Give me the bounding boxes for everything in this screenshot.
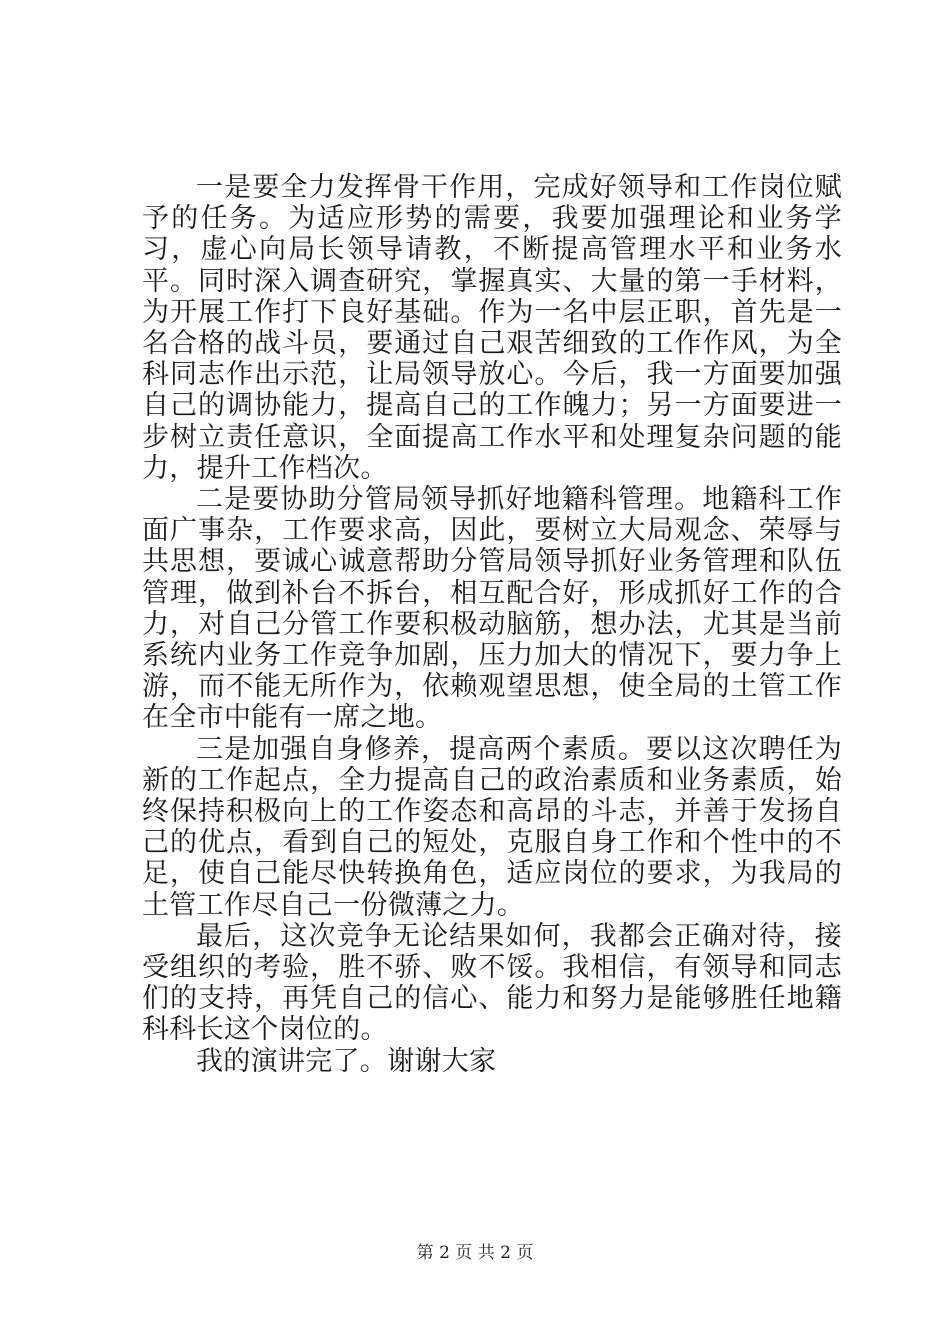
paragraph-duty-3: 三是加强自身修养，提高两个素质。要以这次聘任为新的工作起点，全力提高自己的政治素质和业务素质，始终保持积极向上的工作姿态和高昂的斗志，并善于发扬自己的优点，看到自己的短处，克服自身工作和个性中的不足，使自己能尽快转换角色，适应岗位的要求，为我局的土管工作尽自己一份微薄之力。	[142, 733, 842, 921]
speech-body	[142, 172, 842, 1077]
paragraph-closing: 最后，这次竞争无论结果如何，我都会正确对待，接受组织的考验，胜不骄、败不馁。我相信，有领导和同志们的支持，再凭自己的信心、能力和努力是能够胜任地籍科科长这个岗位的。	[142, 920, 842, 1046]
paragraph-duty-2: 二是要协助分管局领导抓好地籍科管理。地籍科工作面广事杂，工作要求高，因此，要树立大局观念、荣辱与共思想，要诚心诚意帮助分管局领导抓好业务管理和队伍管理，做到补台不拆台，相互配合好，形成抓好工作的合力，对自己分管工作要积极动脑筋，想办法，尤其是当前系统内业务工作竞争加剧，压力加大的情况下，要力争上游，而不能无所作为，依赖观望思想，使全局的土管工作在全市中能有一席之地。	[142, 484, 842, 734]
page-number-label: 第 2 页 共 2 页	[416, 1243, 534, 1263]
paragraph-duty-1: 一是要全力发挥骨干作用，完成好领导和工作岗位赋予的任务。为适应形势的需要，我要加强理论和业务学习，虚心向局长领导请教，不断提高管理水平和业务水平。同时深入调查研究，掌握真实、大量的第一手材料，为开展工作打下良好基础。作为一名中层正职，首先是一名合格的战斗员，要通过自己艰苦细致的工作作风，为全科同志作出示范，让局领导放心。今后，我一方面要加强自己的调协能力，提高自己的工作魄力；另一方面要进一步树立责任意识，全面提高工作水平和处理复杂问题的能力，提升工作档次。	[142, 172, 842, 484]
page-footer	[0, 1243, 950, 1263]
paragraph-thanks: 我的演讲完了。谢谢大家	[196, 1045, 497, 1077]
